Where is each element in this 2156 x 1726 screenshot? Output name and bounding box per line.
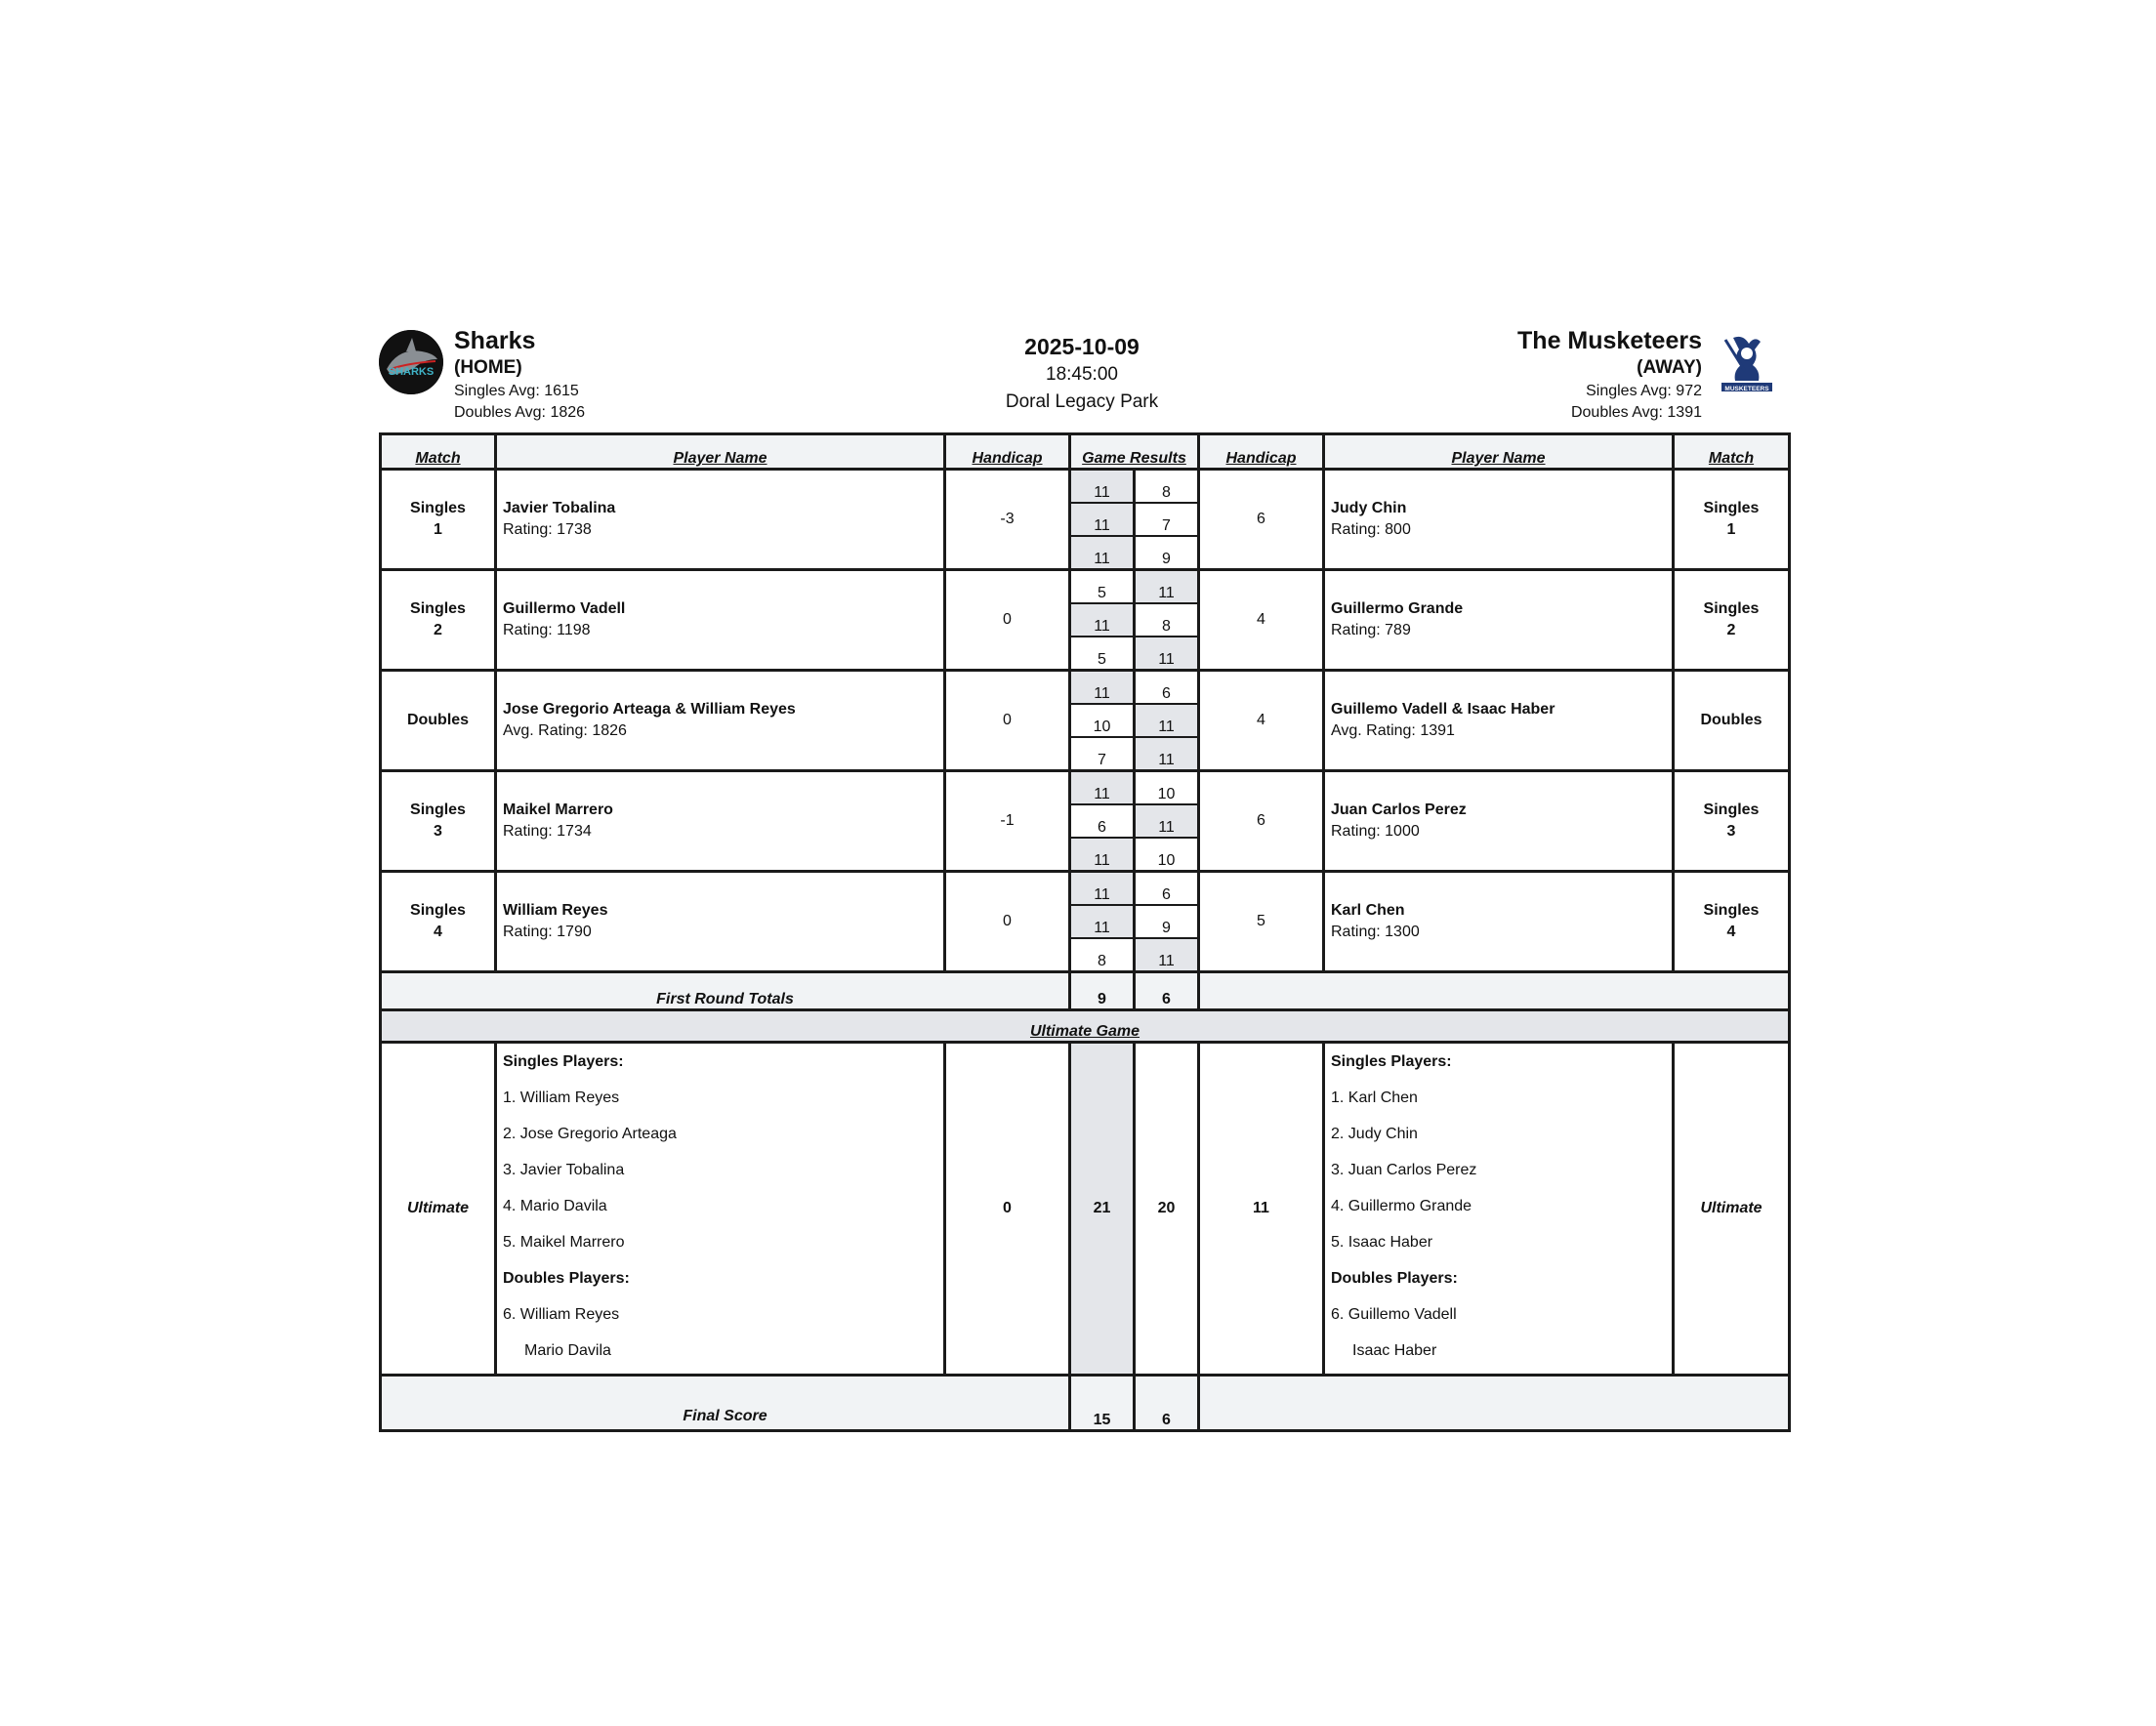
list-item: 4. Mario Davila <box>503 1198 607 1214</box>
list-item: Doubles Players: <box>1331 1270 1458 1287</box>
final-home-score: 15 <box>1070 1376 1135 1431</box>
home-ultimate-handicap: 0 <box>945 1043 1070 1376</box>
list-item: Isaac Haber <box>1352 1342 1437 1359</box>
away-player: Juan Carlos Perez Rating: 1000 <box>1324 771 1674 872</box>
match-row-4 <box>381 771 1790 872</box>
away-ultimate-label: Ultimate <box>1674 1043 1790 1376</box>
home-ultimate-score: 21 <box>1070 1043 1135 1376</box>
scoresheet-table <box>379 432 1791 1432</box>
home-game-scores: 11 6 11 <box>1070 771 1135 872</box>
away-match-label: Singles 3 <box>1674 771 1790 872</box>
list-item: Mario Davila <box>524 1342 611 1359</box>
list-item: 3. Javier Tobalina <box>503 1162 625 1178</box>
list-item: 2. Jose Gregorio Arteaga <box>503 1126 677 1142</box>
away-match-label: Singles 1 <box>1674 470 1790 570</box>
final-away-score: 6 <box>1135 1376 1199 1431</box>
svg-text:MUSKETEERS: MUSKETEERS <box>1724 386 1769 392</box>
away-doubles-avg: Doubles Avg: 1391 <box>1570 404 1702 421</box>
list-item: 6. William Reyes <box>503 1306 620 1323</box>
header-player-away: Player Name <box>1324 434 1674 470</box>
list-item: 2. Judy Chin <box>1331 1126 1418 1142</box>
home-player: Jose Gregorio Arteaga & William Reyes Avg. Rating: 1826 <box>496 671 945 771</box>
away-team-header <box>1192 326 1778 424</box>
home-player: Guillermo Vadell Rating: 1198 <box>496 570 945 671</box>
home-match-label: Singles 4 <box>381 872 496 972</box>
away-handicap: 4 <box>1199 671 1324 771</box>
home-game-scores: 11 11 8 <box>1070 872 1135 972</box>
ultimate-game-title: Ultimate Game <box>381 1010 1790 1043</box>
home-player: Javier Tobalina Rating: 1738 <box>496 470 945 570</box>
final-score-row <box>381 1376 1790 1431</box>
home-match-label: Singles 2 <box>381 570 496 671</box>
list-item: 5. Maikel Marrero <box>503 1234 625 1251</box>
first-round-home-total: 9 <box>1070 972 1135 1010</box>
svg-text:SHARKS: SHARKS <box>388 366 435 378</box>
list-item: 1. Karl Chen <box>1331 1089 1418 1106</box>
match-row-5 <box>381 872 1790 972</box>
list-item: Singles Players: <box>1331 1053 1452 1070</box>
musketeers-logo <box>1716 332 1778 394</box>
list-item: Singles Players: <box>503 1053 624 1070</box>
home-ultimate-label: Ultimate <box>381 1043 496 1376</box>
final-score-label: Final Score <box>381 1376 1070 1431</box>
list-item: 3. Juan Carlos Perez <box>1331 1162 1477 1178</box>
home-game-scores: 11 11 11 <box>1070 470 1135 570</box>
list-item: 5. Isaac Haber <box>1331 1234 1433 1251</box>
first-round-filler <box>1199 972 1790 1010</box>
home-team-header <box>379 326 867 424</box>
home-match-label: Singles 3 <box>381 771 496 872</box>
away-player: Guillemo Vadell & Isaac Haber Avg. Rating: 1391 <box>1324 671 1674 771</box>
home-team-role: (HOME) <box>454 357 522 378</box>
first-round-away-total: 6 <box>1135 972 1199 1010</box>
event-time: 18:45:00 <box>1046 364 1118 385</box>
home-singles-avg: Singles Avg: 1615 <box>454 383 579 399</box>
away-match-label: Singles 4 <box>1674 872 1790 972</box>
home-handicap: -1 <box>945 771 1070 872</box>
away-handicap: 5 <box>1199 872 1324 972</box>
header-row <box>381 434 1790 470</box>
ultimate-row <box>381 1043 1790 1376</box>
home-game-scores: 5 11 5 <box>1070 570 1135 671</box>
ultimate-game-bar <box>381 1010 1790 1043</box>
header-player-home: Player Name <box>496 434 945 470</box>
away-player: Karl Chen Rating: 1300 <box>1324 872 1674 972</box>
match-row-1 <box>381 470 1790 570</box>
away-game-scores: 6 9 11 <box>1135 872 1199 972</box>
header-handicap-home: Handicap <box>945 434 1070 470</box>
final-score-filler <box>1199 1376 1790 1431</box>
list-item: 1. William Reyes <box>503 1089 620 1106</box>
away-player: Judy Chin Rating: 800 <box>1324 470 1674 570</box>
home-game-scores: 11 10 7 <box>1070 671 1135 771</box>
home-match-label: Singles 1 <box>381 470 496 570</box>
home-handicap: -3 <box>945 470 1070 570</box>
event-date: 2025-10-09 <box>1024 334 1140 359</box>
header-handicap-away: Handicap <box>1199 434 1324 470</box>
home-team-name: Sharks <box>454 327 536 354</box>
away-handicap: 6 <box>1199 771 1324 872</box>
header-match-home: Match <box>381 434 496 470</box>
match-row-3 <box>381 671 1790 771</box>
header-game-results: Game Results <box>1070 434 1199 470</box>
header-match-away: Match <box>1674 434 1790 470</box>
first-round-label: First Round Totals <box>381 972 1070 1010</box>
away-handicap: 6 <box>1199 470 1324 570</box>
home-doubles-avg: Doubles Avg: 1826 <box>454 404 586 421</box>
event-venue: Doral Legacy Park <box>1005 391 1159 412</box>
home-player: Maikel Marrero Rating: 1734 <box>496 771 945 872</box>
away-ultimate-score: 20 <box>1135 1043 1199 1376</box>
list-item: Doubles Players: <box>503 1270 630 1287</box>
away-match-label: Doubles <box>1674 671 1790 771</box>
away-singles-avg: Singles Avg: 972 <box>1586 383 1702 399</box>
away-ultimate-players <box>1324 1043 1674 1376</box>
home-handicap: 0 <box>945 570 1070 671</box>
list-item: 6. Guillemo Vadell <box>1331 1306 1457 1323</box>
home-match-label: Doubles <box>381 671 496 771</box>
away-game-scores: 6 11 11 <box>1135 671 1199 771</box>
match-row-2 <box>381 570 1790 671</box>
away-team-name: The Musketeers <box>1517 327 1702 354</box>
away-game-scores: 11 8 11 <box>1135 570 1199 671</box>
first-round-totals-row <box>381 972 1790 1010</box>
away-game-scores: 8 7 9 <box>1135 470 1199 570</box>
home-player: William Reyes Rating: 1790 <box>496 872 945 972</box>
home-ultimate-players <box>496 1043 945 1376</box>
home-handicap: 0 <box>945 671 1070 771</box>
away-team-role: (AWAY) <box>1637 357 1702 378</box>
home-handicap: 0 <box>945 872 1070 972</box>
away-ultimate-handicap: 11 <box>1199 1043 1324 1376</box>
sharks-logo <box>379 330 443 394</box>
list-item: 4. Guillermo Grande <box>1331 1198 1472 1214</box>
away-game-scores: 10 11 10 <box>1135 771 1199 872</box>
away-player: Guillermo Grande Rating: 789 <box>1324 570 1674 671</box>
away-match-label: Singles 2 <box>1674 570 1790 671</box>
away-handicap: 4 <box>1199 570 1324 671</box>
